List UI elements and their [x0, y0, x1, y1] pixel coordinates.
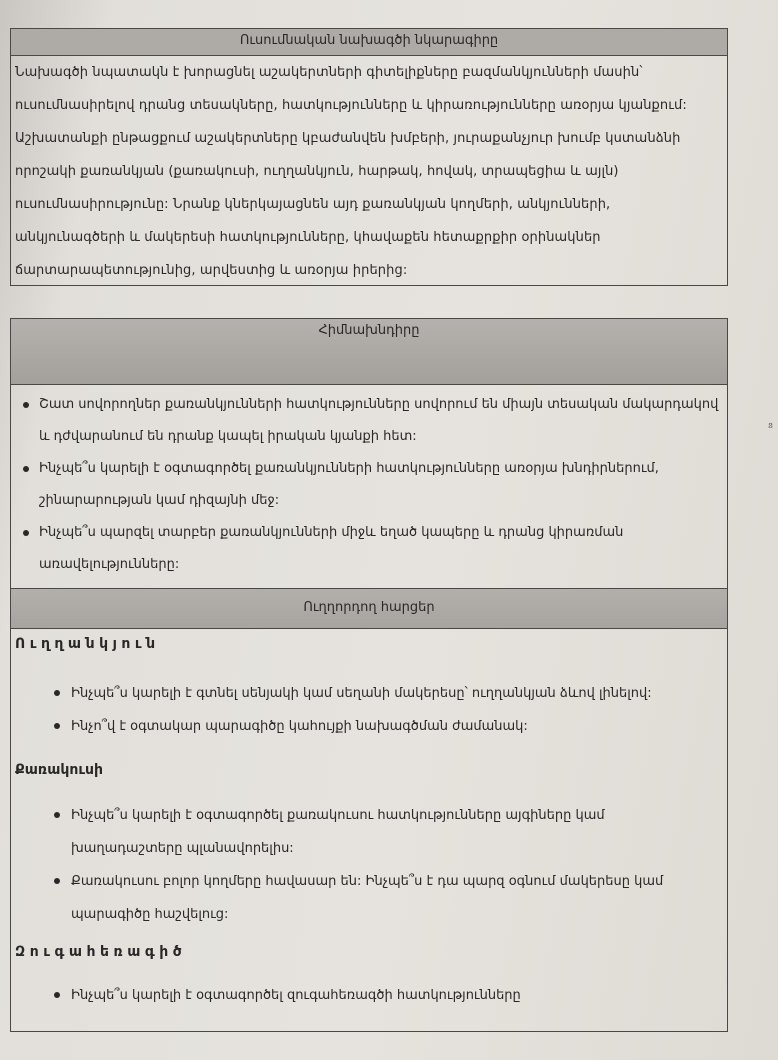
description-line: որոշակի քառանկյան (քառակուսի, ուղղանկյուն, հարթակ, հովակ, տրապեցիա և այլն): [15, 164, 619, 179]
question-text: Քառակուսու բոլոր կողմերը հավասար են: Ինչպե՞ս է դա պարզ օգնում մակերեսը կամ պարագիծը հաշվելուց:: [71, 874, 664, 922]
list-item: [11, 517, 727, 581]
question-text: Ինչպե՞ս կարելի է գտնել սենյակի կամ սեղանի մակերեսը՝ ուղղանկյան ձևով լինելով:: [71, 686, 652, 701]
question-text: Ինչպե՞ս կարելի է օգտագործել զուգահեռագծի հատկությունները: [71, 988, 521, 1003]
description-line: ուսումնասիրությունը: Նրանք կներկայացնեն այդ քառանկյան կողմերի, անկյունների,: [15, 197, 611, 212]
parallelogram-questions: [11, 979, 727, 1012]
bullet-icon: [54, 992, 60, 998]
main-problem-title: Հիմնախնդիրը: [11, 319, 727, 385]
bullet-icon: [54, 690, 60, 696]
bullet-icon: [54, 812, 60, 818]
list-item: [11, 710, 727, 743]
description-line: Նախագծի նպատակն է խորացնել աշակերտների գիտելիքները բազմանկյունների մասին՝: [15, 65, 643, 80]
list-item: [11, 389, 727, 453]
main-problem-list: [11, 385, 727, 581]
bullet-icon: [23, 530, 29, 536]
problem-text: Շատ սովորողներ քառանկյունների հատկությունները սովորում են միայն տեսական մակարդակով և դժվարանում են դրանք կապել իրական կյանքի հետ:: [39, 397, 719, 444]
description-line: ուսումնասիրելով դրանց տեսակները, հատկությունները և կիրառությունները առօրյա կյանքում:: [15, 98, 687, 113]
question-text: Ինչո՞վ է օգտակար պարագիծը կահույքի նախագծման ժամանակ:: [71, 719, 528, 734]
list-item: [11, 865, 727, 931]
question-text: Ինչպե՞ս կարելի է օգտագործել քառակուսու հատկությունները այգիները կամ խաղադաշտերը պլանավորելիս:: [71, 808, 605, 856]
list-item: [11, 799, 727, 865]
list-item: [11, 677, 727, 710]
bullet-icon: [54, 878, 60, 884]
list-item: [11, 453, 727, 517]
description-line: Աշխատանքի ընթացքում աշակերտները կբաժանվեն խմբերի, յուրաքանչյուր խումբ կստանձնի: [15, 131, 681, 146]
description-line: անկյունագծերի և մակերեսի հատկությունները, կհավաքեն հետաքրքիր օրինակներ: [15, 230, 601, 245]
main-problem-table: [10, 318, 728, 588]
bullet-icon: [23, 402, 29, 408]
margin-mark: ន: [768, 421, 774, 430]
bullet-icon: [54, 723, 60, 729]
square-questions: [11, 799, 727, 931]
section-title-rectangle: Ուղղանկյուն: [15, 636, 160, 652]
bullet-icon: [23, 466, 29, 472]
description-line: ճարտարապետությունից, արվեստից և առօրյա իրերից:: [15, 263, 408, 278]
guiding-questions-title: Ուղղորդող հարցեր: [11, 589, 727, 629]
guiding-questions-table: [10, 588, 728, 1032]
rectangle-questions: [11, 677, 727, 743]
problem-text: Ինչպե՞ս կարելի է օգտագործել քառանկյունների հատկությունները առօրյա խնդիրներում, շինարարության կամ դիզայնի մեջ:: [39, 461, 659, 508]
problem-text: Ինչպե՞ս պարզել տարբեր քառանկյունների միջև եղած կապերը և դրանց կիրառման առավելությունները:: [39, 525, 624, 572]
list-item: [11, 979, 727, 1012]
project-description-table: [10, 28, 728, 286]
section-title-parallelogram: Զուգահեռագիծ: [15, 944, 187, 960]
project-description-title: Ուսումնական նախագծի նկարագիրը: [11, 29, 727, 56]
section-title-square: Քառակուսի: [15, 762, 104, 778]
